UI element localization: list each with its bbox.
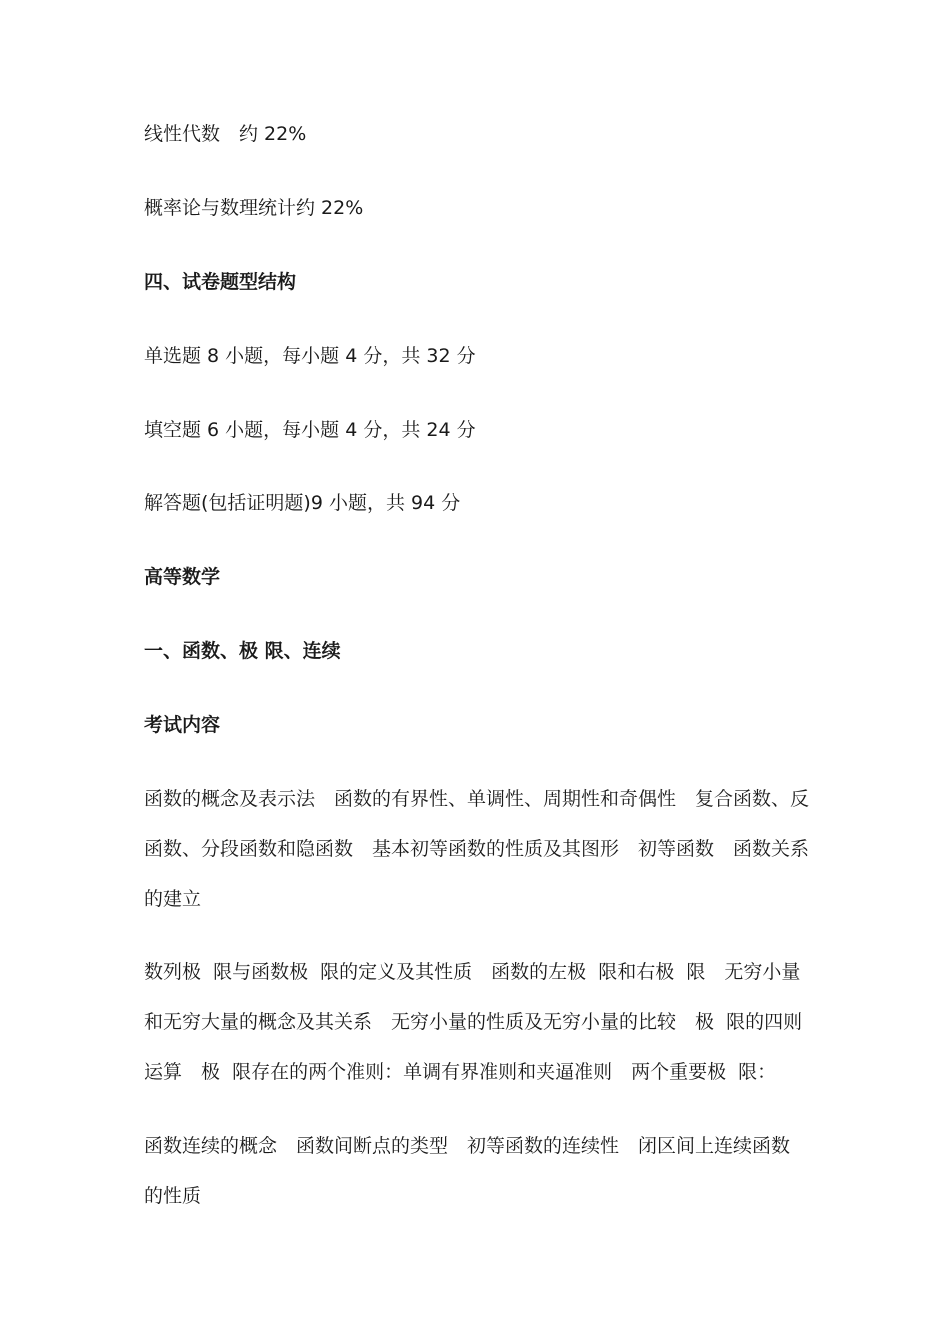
line-single-choice: 单选题 8 小题，每小题 4 分，共 32 分: [144, 345, 476, 367]
paragraph-3-line-2: 的性质: [144, 1185, 202, 1207]
line-linear-algebra-weight: 线性代数 约 22%: [144, 123, 307, 145]
line-answer-questions: 解答题(包括证明题)9 小题，共 94 分: [144, 492, 461, 514]
paragraph-1-line-1: 函数的概念及表示法 函数的有界性、单调性、周期性和奇偶性 复合函数、反: [144, 788, 810, 810]
paragraph-1-line-3: 的建立: [144, 888, 202, 910]
heading-exam-content: 考试内容: [144, 714, 221, 736]
heading-functions-limits: 一、函数、极 限、连续: [144, 640, 341, 662]
heading-advanced-math: 高等数学: [144, 566, 221, 588]
paragraph-3-line-1: 函数连续的概念 函数间断点的类型 初等函数的连续性 闭区间上连续函数: [144, 1135, 791, 1157]
line-fill-blank: 填空题 6 小题，每小题 4 分，共 24 分: [144, 419, 476, 441]
paragraph-2-line-3: 运算 极 限存在的两个准则：单调有界准则和夹逼准则 两个重要极 限：: [144, 1061, 777, 1083]
paragraph-1-line-2: 函数、分段函数和隐函数 基本初等函数的性质及其图形 初等函数 函数关系: [144, 838, 810, 860]
paragraph-2-line-2: 和无穷大量的概念及其关系 无穷小量的性质及无穷小量的比较 极 限的四则: [144, 1011, 803, 1033]
paragraph-2-line-1: 数列极 限与函数极 限的定义及其性质 函数的左极 限和右极 限 无穷小量: [144, 961, 801, 983]
line-probability-weight: 概率论与数理统计约 22%: [144, 197, 364, 219]
heading-paper-structure: 四、试卷题型结构: [144, 271, 297, 293]
